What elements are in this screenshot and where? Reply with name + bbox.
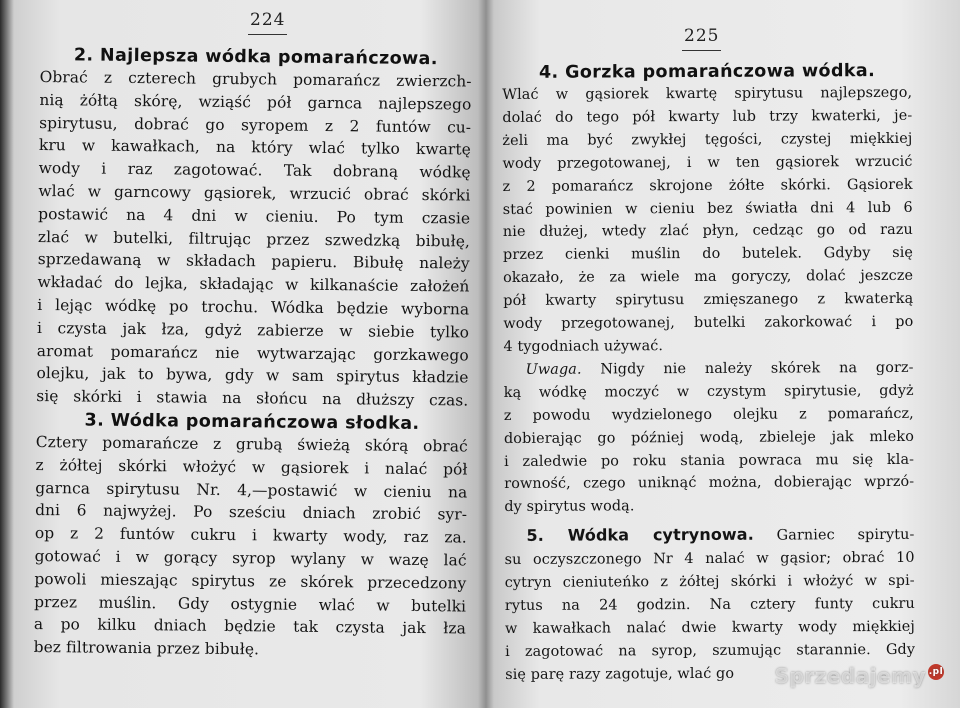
left-page-text [34, 44, 472, 663]
right-page-text [502, 60, 915, 687]
text-line: rytus na 24 godzin. Na cztery funty cukru [504, 595, 915, 614]
watermark-badge: .pl [928, 664, 944, 680]
text-line: olejku, jak to bywa, gdy w sam spirytus kładzie [36, 364, 469, 387]
text-line: bez filtrowania przez bibułę. [33, 638, 260, 659]
text-line: i lejąc wódkę po trochu. Wódka będzie wyborna [37, 295, 470, 319]
recipe-heading-3: 3. Wódka pomarańczowa słodka. [84, 410, 420, 434]
text-line: się skórki i stawia na słońcu na dłuższy czas. [36, 387, 469, 410]
recipe-heading-2: 2. Najlepsza wódka pomarańczowa. [73, 45, 438, 70]
text-line: stać powinien w cieniu bez światła dni 4 lub 6 [502, 199, 913, 218]
text-line: okazało, że za wiele ma goryczy, dolać jeszcze [503, 268, 914, 287]
text-line: przez cienki muślin do butelek. Gdyby się [502, 245, 914, 264]
text-line: garnca spirytusu Nr. 4,—postawić w cieniu na [35, 478, 468, 502]
text-line: kru w kawałkach, na który wlać tylko kwartę [38, 136, 472, 159]
page-number-left: 224 [250, 10, 285, 35]
text-line: zlać w butelki, filtrując przez szwedzką bibułę, [37, 227, 471, 251]
page-number-right: 225 [684, 26, 719, 51]
recipe-heading-5-line [504, 523, 914, 549]
right-page [502, 0, 916, 708]
recipe-body-2 [36, 66, 472, 412]
text-line: i czysta jak łza, gdyż zabierze w siebie tylko [36, 318, 470, 342]
text-line: i zaledwie po roku stania powraca mu się kla- [504, 451, 915, 470]
text-line: sprzedawaną w składach papieru. Bibułę należy [37, 250, 470, 273]
text-line: przez muślin. Gdy ostygnie wlać w butelki [34, 592, 467, 616]
text-line: wlać w garncowy gąsiorek, wrzucić obrać skórki [38, 181, 471, 205]
text-line: i zagotować na syrop, szumując starannie. Gdy [505, 641, 916, 660]
text-line: postawić na 4 dni w cieniu. Po tym czasie [38, 204, 471, 228]
text-line: z 2 pomarańcz skrojone żółte skórki. Gąsiorek [502, 176, 913, 195]
text-line: su oczyszczonego Nr 4 nalać w gąsior; obrać 10 [504, 549, 915, 569]
recipe-heading-5-rest: Garniec spirytu- [776, 527, 915, 544]
text-line: z powodu wydzielonego olejku z pomarańcz, [503, 405, 914, 424]
text-line: w kawałkach nalać dwie kwarty wody miękkiej [504, 618, 916, 637]
text-line: powoli mieszając spirytus ze skórek przecedzony [34, 569, 467, 593]
text-line: nią żółtą skórę, wziąść pół garnca najlepszego [39, 90, 472, 114]
text-line: a po kilku dniach będzie tak czysta jak łza [33, 615, 466, 638]
text-line: pół kwarty spirytusu zmięszanego z kwaterką [503, 291, 914, 310]
text-line: nie dłużej, wtedy zlać płyn, cedząc go od razu [502, 222, 913, 241]
text-line: dobierając go później wodą, zbieleje jak mleko [503, 428, 915, 447]
text-line: wody i raz zagotować. Tak dobraną wódkę [38, 159, 471, 182]
recipe-heading-4: 4. Gorzka pomarańczowa wódka. [538, 61, 876, 83]
text-line: spirytusu, dobrać go syropem z 2 funtów cu- [39, 113, 472, 137]
watermark [775, 664, 944, 688]
text-line: cytryn cieniuteńko z żółtej skórki i włożyć w spi- [504, 572, 915, 592]
note-first-text: Nigdy nie należy skórek na gorz- [600, 359, 914, 378]
text-line: ką wódkę moczyć w czystym spirytusie, gdyż [503, 382, 914, 401]
text-line: rowność, czego uniknąć można, dobierając wprzó- [504, 474, 915, 493]
text-line: z żółtej skórki włożyć w gąsiorek i nalać pół [35, 455, 468, 479]
recipe-body-3 [34, 431, 468, 663]
text-line: Cztery pomarańcze z grubą świeżą skórą obrać [35, 432, 468, 456]
text-line: Obrać z czterech grubych pomarańcz zwierzch- [39, 67, 472, 91]
text-line: żeli ma być zwykłej tęgości, czystej miękkiej [502, 130, 913, 149]
watermark-text: Sprzedajemy [774, 664, 926, 688]
text-line: wkładać do lejka, składając w kilkanaście założeń [37, 273, 470, 296]
note-first-line [504, 357, 914, 382]
text-line: aromat pomarańcz nie wytwarzając gorzkawego [36, 341, 469, 365]
text-line: się parę razy zagotuje, wlać go [505, 665, 735, 683]
text-line: Wlać w gąsiorek kwartę spirytusu najlepszego, [502, 84, 913, 103]
recipe-body-4 [502, 82, 913, 359]
text-line: 4 tygodniach używać. [503, 338, 664, 355]
recipe-heading-5: 5. Wódka cytrynowa. [526, 524, 754, 546]
note-body [504, 380, 915, 520]
text-line: wody przegotowanej, butelki zakorkować i po [503, 313, 914, 333]
text-line: gotować i w gorący syrop wylany w wazę lać [34, 546, 467, 570]
text-line: wody przegotowanej, i w ten gąsiorek wrzucić [502, 153, 913, 172]
note-label: Uwaga. [525, 361, 582, 378]
text-line: dolać do tego pół kwarty lub trzy kwaterki, je- [502, 107, 913, 126]
text-line: dy spirytus wodą. [504, 498, 635, 516]
text-line: dni 6 najwyżej. Po sześciu dniach zrobić syr- [35, 501, 468, 524]
left-page [33, 0, 472, 708]
text-line: op z 2 funtów cukru i kwarty wody, raz za. [34, 524, 467, 547]
